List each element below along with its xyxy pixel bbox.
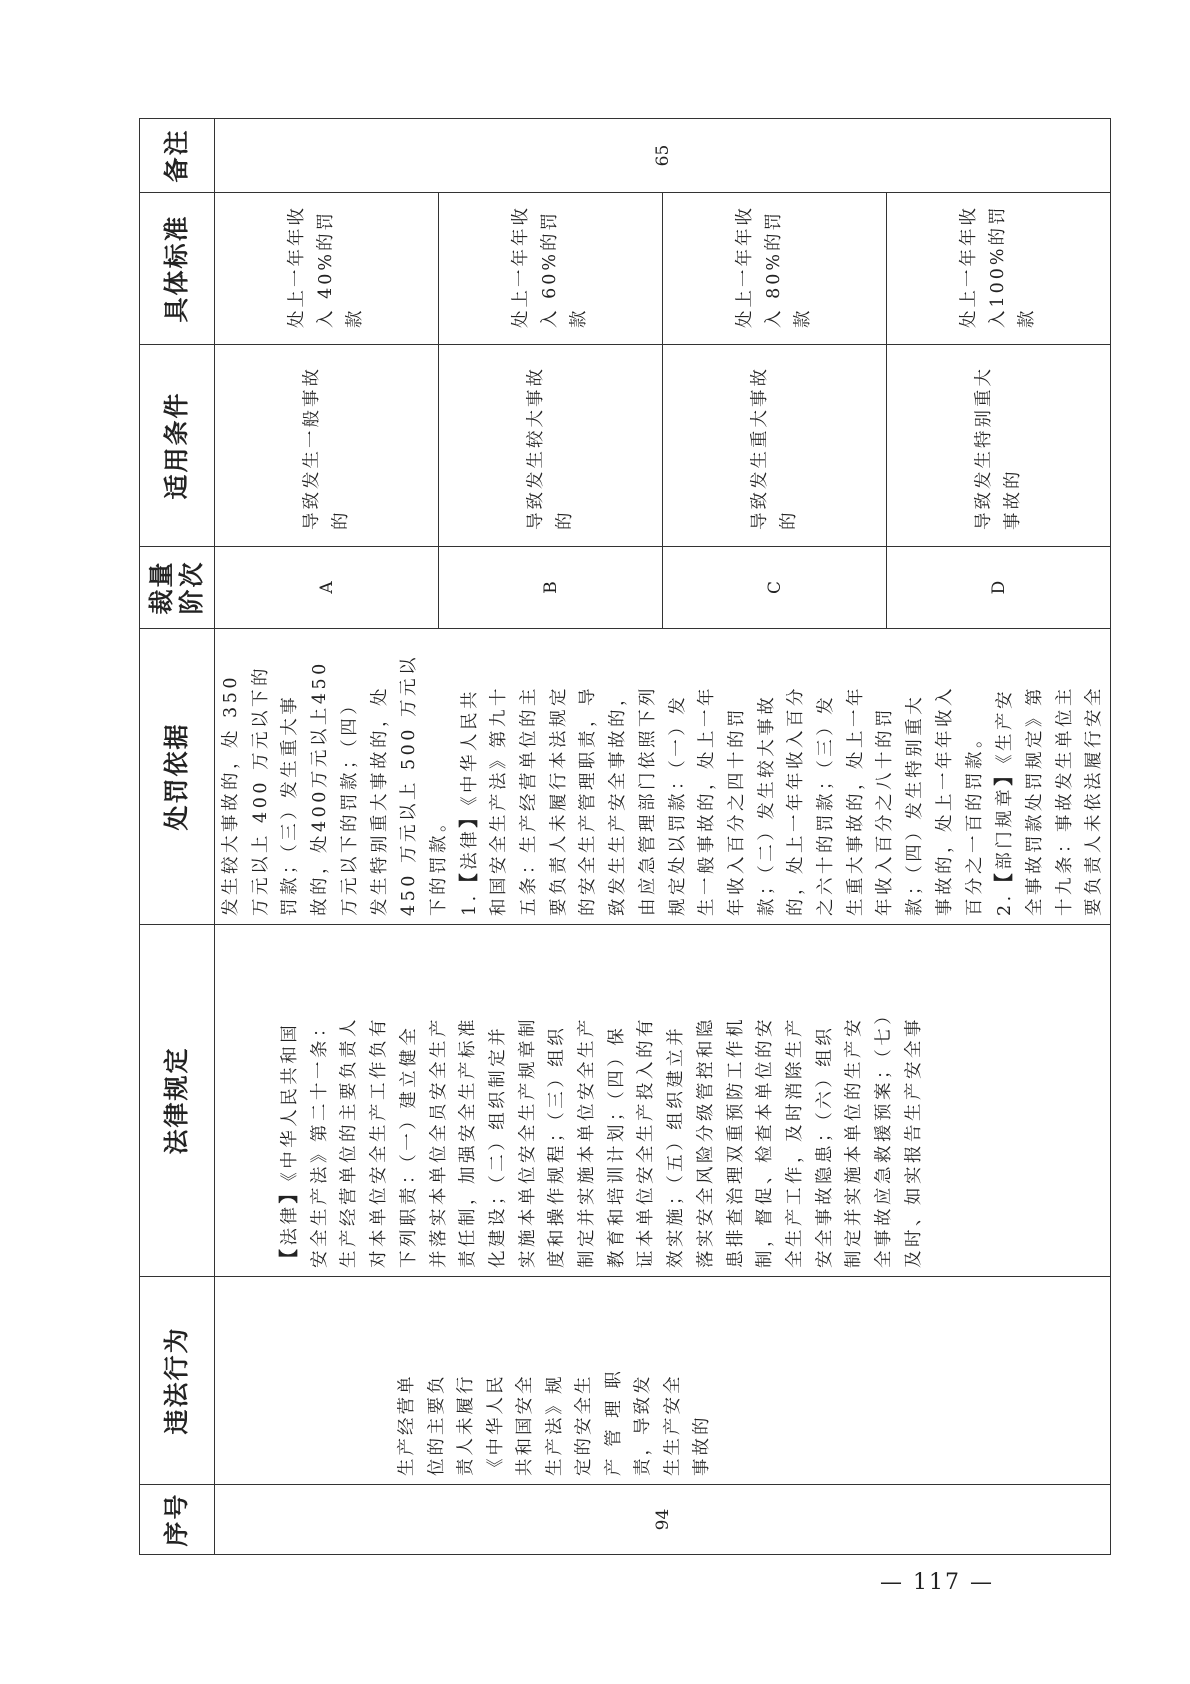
cell-condition-d: 导致发生特别重大事故的 (887, 345, 1111, 547)
header-basis: 处罚依据 (140, 629, 215, 925)
text-line (811, 931, 841, 1268)
text-line (336, 635, 366, 916)
text-line (395, 931, 425, 1268)
text-segment: 教育和培训计划；（四）保 (606, 1024, 627, 1268)
text-line (365, 931, 395, 1268)
cell-law (215, 925, 1111, 1277)
text-line (693, 635, 723, 916)
text-line (335, 931, 365, 1268)
cell-condition-b: 导致发生较大事故的 (439, 345, 663, 547)
text-segment: 对本单位安全生产工作负有 (369, 1016, 390, 1268)
text-line (840, 931, 870, 1268)
header-level (140, 547, 215, 629)
rotated-table-page (139, 119, 1105, 1555)
text-segment: 生一般事故的，处上一年 (697, 685, 718, 916)
header-level-bottom: 阶次 (177, 560, 206, 615)
text-line (931, 635, 961, 916)
text-segment: 】 (993, 763, 1016, 786)
text-line (900, 931, 930, 1268)
text-segment: 由应急管理部门依照下列 (637, 685, 658, 916)
text-segment: 全事故罚款处罚规定》第 (1024, 685, 1045, 916)
text-line: 责，导致发 (633, 1373, 653, 1476)
text-line: 产 管 理 职 (603, 1368, 624, 1476)
text-segment: 效实施；（五）组织建立并 (666, 1024, 687, 1268)
text-line (603, 931, 633, 1268)
text-segment: 下列职责：（一）建立健全 (398, 1024, 419, 1268)
text-line: 位的主要负 (426, 1373, 447, 1476)
cell-standard-d: 处上一年年收入100%的罚款 (887, 193, 1111, 345)
text-segment: 患排查治理双重预防工作机 (725, 1016, 746, 1268)
text-segment: 【 (278, 1245, 300, 1268)
text-line (990, 635, 1021, 916)
text-line (871, 635, 901, 916)
header-row (140, 119, 215, 1555)
text-line (1080, 635, 1110, 916)
text-line (604, 635, 634, 916)
text-segment: 生产经营单位的主要负责人 (339, 1016, 360, 1268)
cell-standard-a: 处上一年年收入 40%的罚款 (215, 193, 439, 345)
cell-standard-c: 处上一年年收入 80%的罚款 (663, 193, 887, 345)
text-segment: 责任制，加强安全生产标准 (458, 1016, 479, 1268)
text-line (485, 635, 515, 916)
text-segment: 年收入百分之四十的罚 (726, 706, 747, 916)
text-line (574, 635, 604, 916)
text-segment: 及时、如实报告生产安全事 (903, 1016, 924, 1268)
text-line (454, 931, 484, 1268)
text-segment: 【 (457, 869, 480, 893)
text-line (306, 635, 336, 916)
text-line: 事故的 (692, 1414, 712, 1476)
text-line (722, 931, 752, 1268)
text-line (515, 635, 545, 916)
cell-seq: 94 (215, 1485, 1111, 1555)
text-line (632, 931, 662, 1268)
text-segment: 安全生产法》第二十一条： (309, 1016, 330, 1268)
cell-behavior (215, 1277, 1111, 1485)
text-segment: 《中华人民共 (459, 688, 480, 806)
text-segment: 1. (459, 892, 480, 916)
behavior-text (215, 1277, 718, 1484)
cell-level-b: B (439, 547, 663, 629)
text-line (842, 635, 872, 916)
text-line (573, 931, 603, 1268)
text-line (395, 635, 425, 916)
cell-remark: 65 (215, 119, 1111, 193)
text-segment: 年收入百分之八十的罚 (875, 706, 896, 916)
text-line (781, 931, 811, 1268)
text-line (664, 635, 694, 916)
text-segment: 要负责人未依法履行安全 (1084, 685, 1105, 916)
table-row (215, 119, 439, 1555)
text-segment: 和国安全生产法》第九十 (489, 685, 510, 916)
text-line (634, 635, 664, 916)
header-standard: 具体标准 (140, 193, 215, 345)
text-line: 责人未履行 (456, 1373, 476, 1476)
text-line (543, 931, 573, 1268)
text-segment: 】 (457, 805, 480, 828)
header-condition: 适用条件 (140, 345, 215, 547)
text-segment: 450 万元以上 500 万元以 (399, 654, 420, 916)
text-segment: 全事故应急救援预案；（七） (874, 1003, 895, 1268)
text-segment: 发生较大事故的，处 350 (221, 674, 241, 916)
text-line (217, 635, 247, 916)
text-segment: 十九条：事故发生单位主 (1054, 685, 1075, 916)
text-line (692, 931, 722, 1268)
text-segment: 制定并实施本单位安全生产 (577, 1016, 598, 1268)
text-segment: 制定并实施本单位的生产安 (844, 1016, 865, 1268)
text-line: 定的安全生 (574, 1373, 594, 1476)
text-segment: 并落实本单位全员安全生产 (428, 1016, 449, 1268)
cell-level-a: A (215, 547, 439, 629)
text-line (514, 931, 544, 1268)
cell-condition-c: 导致发生重大事故的 (663, 345, 887, 547)
text-segment: 规定处以罚款：（一）发 (667, 693, 688, 916)
header-law: 法律规定 (140, 925, 215, 1277)
text-line (545, 635, 575, 916)
cell-standard-b: 处上一年年收入 60%的罚款 (439, 193, 663, 345)
text-line (901, 635, 931, 916)
text-line (484, 931, 514, 1268)
text-segment: 罚款；（三）发生重大事 (280, 693, 301, 916)
text-line (751, 931, 781, 1268)
text-segment: 故的，处400万元以上450 (310, 660, 331, 916)
text-segment: 致发生生产安全事故的， (608, 685, 629, 916)
text-line (425, 635, 455, 916)
text-line (753, 635, 783, 916)
text-line: 《中华人民 (485, 1373, 506, 1476)
text-line: 生产法》规 (544, 1373, 565, 1476)
text-line: 生产经营单 (397, 1373, 417, 1476)
text-line (662, 931, 692, 1268)
header-seq: 序号 (140, 1485, 215, 1555)
text-segment: 万元以上 400 万元以下的 (250, 664, 271, 916)
text-line (455, 635, 486, 916)
text-segment: 法律 (459, 827, 480, 870)
header-behavior: 违法行为 (140, 1277, 215, 1485)
text-segment: 证本单位安全生产投入的有 (636, 1016, 657, 1268)
text-line (425, 931, 455, 1268)
basis-text (215, 629, 1110, 924)
cell-level-c: C (663, 547, 887, 629)
text-segment: 全生产工作，及时消除生产 (784, 1016, 805, 1268)
text-segment: 实施本单位安全生产规章制 (517, 1016, 538, 1268)
text-line (870, 931, 900, 1268)
text-segment: 五条：生产经营单位的主 (519, 685, 540, 916)
header-level-top: 裁量 (147, 560, 176, 615)
text-segment: 下的罚款。 (428, 811, 449, 916)
text-segment: 法律 (280, 1203, 300, 1246)
text-segment: 的，处上一年年收入百分 (786, 685, 807, 916)
text-line (1021, 635, 1051, 916)
text-segment: 【 (993, 869, 1016, 893)
text-line: 共和国安全 (515, 1373, 535, 1476)
text-line (1051, 635, 1081, 916)
text-segment: 款；（二）发生较大事故 (756, 693, 777, 916)
text-segment: 《生产安 (995, 688, 1016, 764)
text-line (366, 635, 396, 916)
text-segment: 安全事故隐患；（六）组织 (814, 1024, 835, 1268)
cell-basis (215, 629, 1111, 925)
text-segment: 事故的，处上一年年收入 (934, 685, 955, 916)
penalty-table (139, 118, 1111, 1555)
text-line (961, 635, 991, 916)
text-segment: 要负责人未履行本法规定 (548, 685, 569, 916)
text-segment: 落实安全风险分级管控和隐 (695, 1016, 716, 1268)
text-segment: 百分之一百的罚款。 (964, 727, 985, 916)
text-line (276, 635, 306, 916)
text-line (247, 635, 277, 916)
text-line (812, 635, 842, 916)
law-text (215, 925, 929, 1276)
cell-level-d: D (887, 547, 1111, 629)
text-segment: 《中华人民共和国 (280, 1021, 300, 1181)
text-segment: 万元以下的罚款；（四） (339, 693, 360, 916)
text-segment: 】 (278, 1180, 300, 1204)
text-segment: 度和操作规程；（三）组织 (547, 1024, 568, 1268)
text-line (723, 635, 753, 916)
text-line (782, 635, 812, 916)
text-line (306, 931, 336, 1268)
header-remark: 备注 (140, 119, 215, 193)
text-segment: 2. (995, 892, 1016, 916)
page-number: — 117 — (880, 1570, 994, 1595)
text-segment: 发生特别重大事故的，处 (369, 685, 390, 916)
text-segment: 的安全生产管理职责，导 (578, 685, 599, 916)
text-segment: 化建设；（二）组织制定并 (487, 1024, 508, 1268)
text-segment: 部门规章 (995, 785, 1016, 870)
text-segment: 款；（四）发生特别重大 (905, 693, 926, 916)
text-line: 生生产安全 (662, 1373, 683, 1476)
text-segment: 生重大事故的，处上一年 (845, 685, 866, 916)
cell-condition-a: 导致发生一般事故的 (215, 345, 439, 547)
text-line (275, 931, 306, 1268)
text-segment: 制，督促、检查本单位的安 (755, 1016, 776, 1268)
text-segment: 之六十的罚款；（三）发 (816, 693, 837, 916)
